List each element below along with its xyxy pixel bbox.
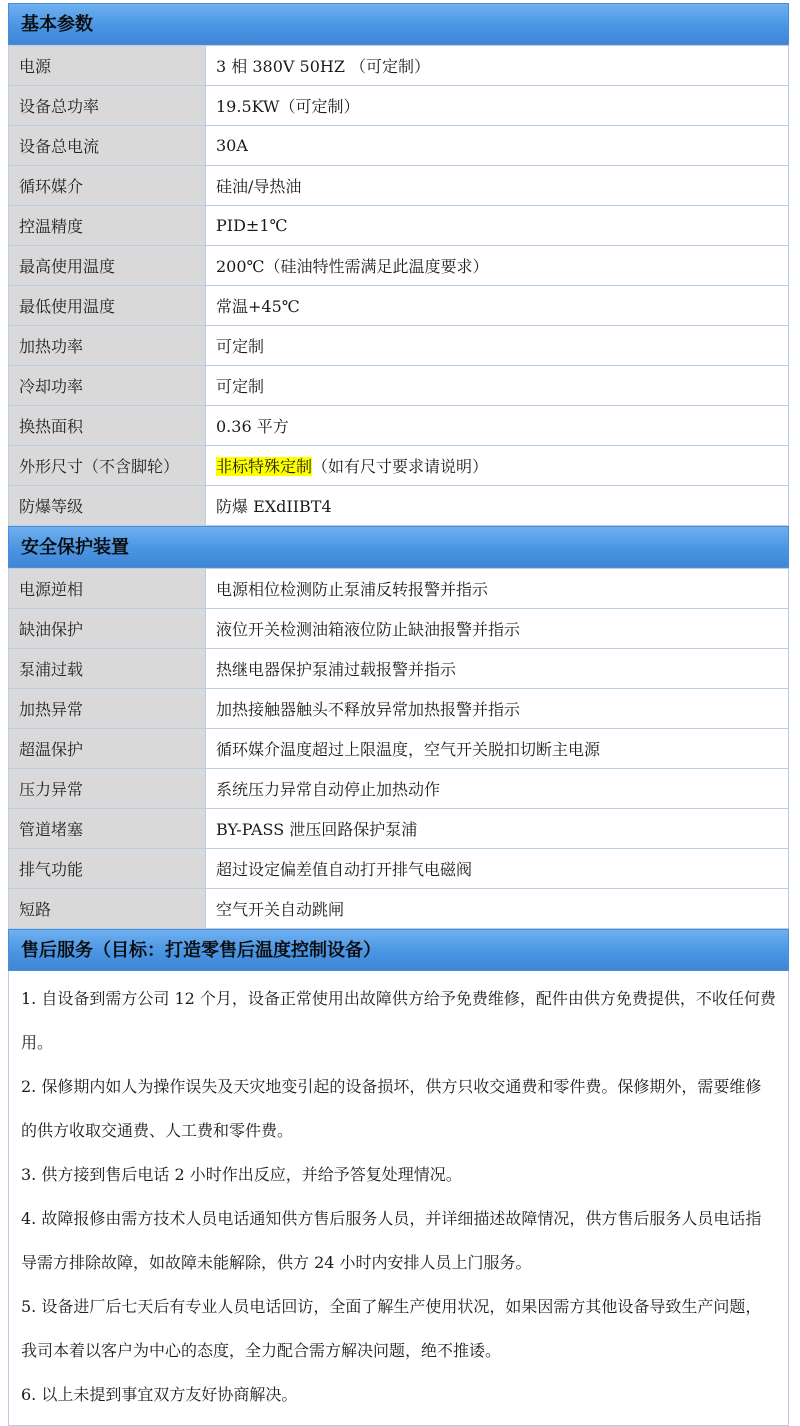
safety-value: 热继电器保护泵浦过载报警并指示 [206,649,789,689]
param-label: 冷却功率 [9,366,206,406]
param-label: 设备总功率 [9,86,206,126]
service-item: 6. 以上未提到事宜双方友好协商解决。 [21,1385,298,1404]
table-row [9,406,789,446]
param-value: 30A [206,126,789,166]
service-item: 1. 自设备到需方公司 12 个月，设备正常使用出故障供方给予免费维修，配件由供方免费提供，不收任何费用。 [21,989,776,1052]
service-terms [8,971,789,1426]
table-row [9,206,789,246]
param-label: 设备总电流 [9,126,206,166]
highlighted-text: 非标特殊定制 [216,457,313,476]
param-label: 最低使用温度 [9,286,206,326]
table-row [9,729,789,769]
table-row [9,326,789,366]
safety-header: 安全保护装置 [8,526,789,568]
param-value: 防爆 EXdIIBT4 [206,486,789,526]
safety-label: 泵浦过载 [9,649,206,689]
service-item: 5. 设备进厂后七天后有专业人员电话回访，全面了解生产使用状况，如果因需方其他设备导致生产问题，我司本着以客户为中心的态度，全力配合需方解决问题，绝不推诿。 [21,1297,762,1360]
param-label: 最高使用温度 [9,246,206,286]
table-row [9,849,789,889]
safety-label: 管道堵塞 [9,809,206,849]
safety-table [8,568,789,929]
safety-label: 电源逆相 [9,569,206,609]
param-label: 循环媒介 [9,166,206,206]
safety-value: 循环媒介温度超过上限温度，空气开关脱扣切断主电源 [206,729,789,769]
basic-params-table [8,45,789,526]
param-value: PID±1℃ [206,206,789,246]
table-row [9,166,789,206]
table-row [9,446,789,486]
service-item: 4. 故障报修由需方技术人员电话通知供方售后服务人员，并详细描述故障情况，供方售后服务人员电话指导需方排除故障，如故障未能解除，供方 24 小时内安排人员上门服务。 [21,1209,762,1272]
param-value: 0.36 平方 [206,406,789,446]
safety-value: 液位开关检测油箱液位防止缺油报警并指示 [206,609,789,649]
table-row [9,649,789,689]
table-row [9,486,789,526]
param-value [206,446,789,486]
service-header: 售后服务（目标：打造零售后温度控制设备） [8,929,789,971]
param-label: 电源 [9,46,206,86]
safety-label: 短路 [9,889,206,929]
param-label: 外形尺寸（不含脚轮） [9,446,206,486]
table-row [9,569,789,609]
service-item: 2. 保修期内如人为操作误失及天灾地变引起的设备损坏，供方只收交通费和零件费。保修期外，需要维修的供方收取交通费、人工费和零件费。 [21,1077,762,1140]
safety-label: 压力异常 [9,769,206,809]
service-item: 3. 供方接到售后电话 2 小时作出反应，并给予答复处理情况。 [21,1165,462,1184]
table-row [9,769,789,809]
param-label: 换热面积 [9,406,206,446]
spec-sheet [8,3,789,1426]
safety-label: 加热异常 [9,689,206,729]
safety-label: 缺油保护 [9,609,206,649]
safety-value: 加热接触器触头不释放异常加热报警并指示 [206,689,789,729]
param-value: 硅油/导热油 [206,166,789,206]
param-value: 19.5KW（可定制） [206,86,789,126]
param-value-note: （如有尺寸要求请说明） [312,457,489,476]
safety-label: 超温保护 [9,729,206,769]
param-value: 200℃（硅油特性需满足此温度要求） [206,246,789,286]
param-value: 可定制 [206,326,789,366]
table-row [9,286,789,326]
table-row [9,889,789,929]
safety-value: 系统压力异常自动停止加热动作 [206,769,789,809]
param-value: 3 相 380V 50HZ （可定制） [206,46,789,86]
safety-value: BY-PASS 泄压回路保护泵浦 [206,809,789,849]
table-row [9,809,789,849]
table-row [9,126,789,166]
basic-params-header: 基本参数 [8,3,789,45]
safety-value: 电源相位检测防止泵浦反转报警并指示 [206,569,789,609]
param-label: 防爆等级 [9,486,206,526]
table-row [9,366,789,406]
table-row [9,689,789,729]
param-label: 控温精度 [9,206,206,246]
table-row [9,246,789,286]
table-row [9,86,789,126]
safety-value: 超过设定偏差值自动打开排气电磁阀 [206,849,789,889]
safety-label: 排气功能 [9,849,206,889]
param-value: 可定制 [206,366,789,406]
param-value: 常温+45℃ [206,286,789,326]
table-row [9,46,789,86]
param-label: 加热功率 [9,326,206,366]
safety-value: 空气开关自动跳闸 [206,889,789,929]
table-row [9,609,789,649]
